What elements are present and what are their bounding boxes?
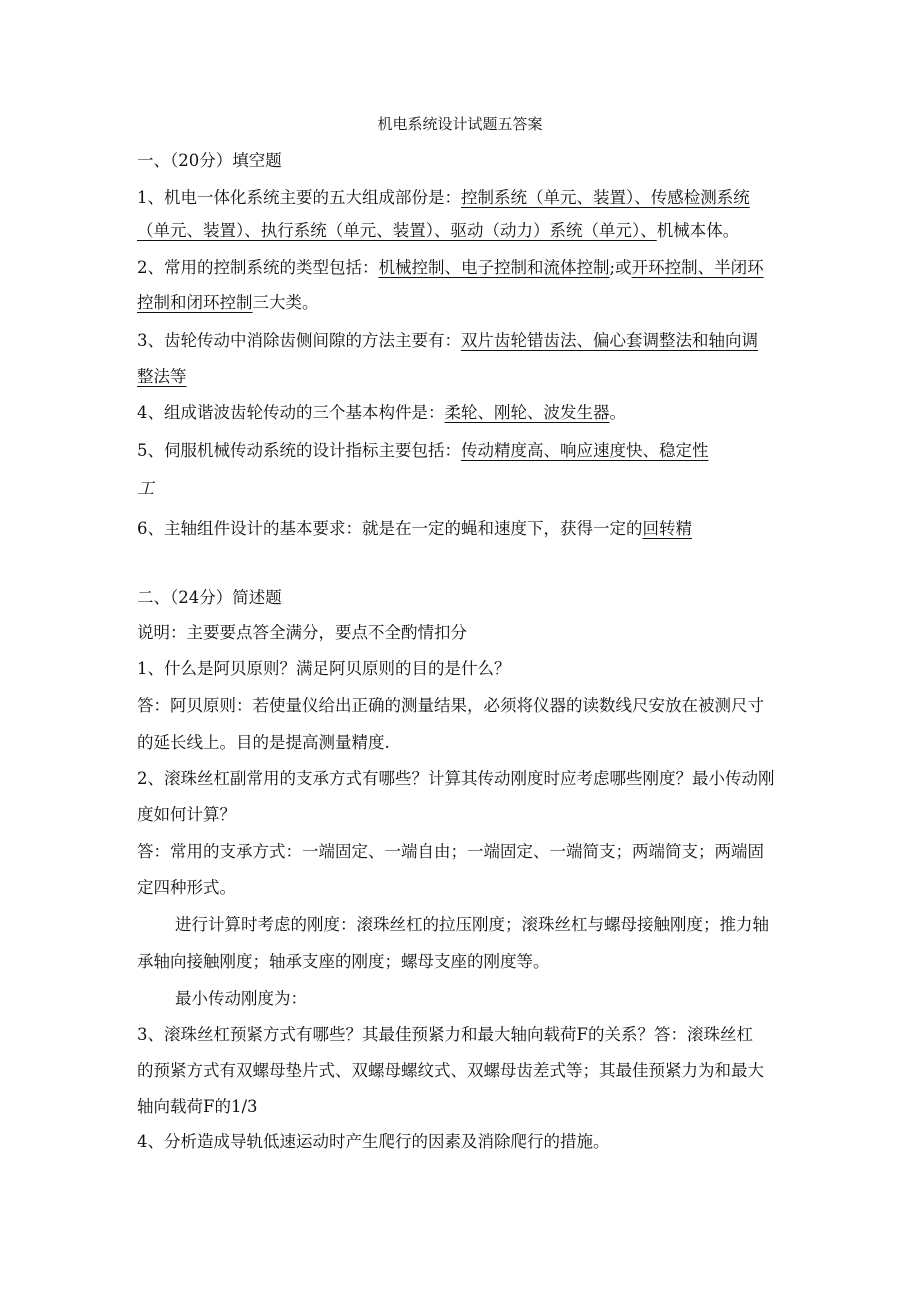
answer-text: 回转精 (642, 519, 692, 538)
text: 机械本体。 (656, 221, 740, 240)
question-2-line-2 (137, 292, 319, 314)
text: 6、主轴组件设计的基本要求：就是在一定的蝇和速度下，获得一定的 (137, 519, 643, 538)
stray-mark: 工 (137, 479, 155, 499)
question-2-line-1 (137, 257, 764, 279)
short-question-1: 1、什么是阿贝原则？满足阿贝原则的目的是什么？ (137, 659, 511, 678)
short-question-3-line-3: 轴向载荷F的1/3 (137, 1097, 258, 1116)
grading-note: 说明：主要要点答全满分，要点不全酌情扣分 (137, 623, 467, 642)
short-question-2-line-2: 度如何计算？ (137, 805, 236, 824)
text: 5、伺服机械传动系统的设计指标主要包括： (137, 441, 461, 460)
answer-2-line-1: 答：常用的支承方式：一端固定、一端自由；一端固定、一端简支；两端简支；两端固 (137, 842, 764, 861)
question-4 (137, 402, 626, 424)
question-3-line-1 (137, 330, 758, 352)
short-question-4: 4、分析造成导轨低速运动时产生爬行的因素及消除爬行的措施。 (137, 1132, 610, 1151)
text: 。 (609, 403, 626, 422)
text: 4、组成谐波齿轮传动的三个基本构件是： (137, 403, 445, 422)
document-title: 机电系统设计试题五答案 (377, 115, 543, 133)
answer-text: 控制和闭环控制 (137, 293, 253, 312)
answer-text: 控制系统（单元、装置）、传感检测系统 (461, 188, 750, 207)
question-1-line-2 (137, 220, 739, 242)
answer-text: 柔轮、刚轮、波发生器 (444, 403, 610, 422)
answer-2-line-3: 进行计算时考虑的刚度：滚珠丝杠的拉压刚度；滚珠丝杠与螺母接触刚度；推力轴 (175, 915, 769, 934)
answer-text: 传动精度高、响应速度快、稳定性 (461, 441, 709, 460)
text: ;或 (609, 258, 632, 277)
answer-2-line-5: 最小传动刚度为： (175, 989, 307, 1008)
answer-text: 开环控制、半闭环 (631, 258, 764, 277)
short-question-2-line-1: 2、滚珠丝杠副常用的支承方式有哪些？计算其传动刚度时应考虑哪些刚度？最小传动刚 (137, 769, 775, 788)
question-5 (137, 440, 709, 462)
section-heading-fill-blanks: 一、（20分）填空题 (137, 151, 282, 170)
section-heading-short-answer: 二、（24分）简述题 (137, 588, 282, 607)
text: 2、常用的控制系统的类型包括： (137, 258, 379, 277)
answer-text: 整法等 (137, 367, 187, 386)
answer-text: （单元、装置）、执行系统（单元、装置）、驱动（动力）系统（单元）、 (137, 221, 657, 240)
question-6 (137, 518, 692, 540)
answer-1-line-2: 的延长线上。目的是提高测量精度. (137, 733, 390, 752)
text: 3、齿轮传动中消除齿侧间隙的方法主要有： (137, 331, 461, 350)
question-3-line-2 (137, 366, 187, 388)
question-1-line-1 (137, 187, 750, 209)
answer-2-line-2: 定四种形式。 (137, 878, 236, 897)
short-question-3-line-2: 的预紧方式有双螺母垫片式、双螺母螺纹式、双螺母齿差式等；其最佳预紧力为和最大 (137, 1061, 764, 1080)
answer-2-line-4: 承轴向接触刚度；轴承支座的刚度；螺母支座的刚度等。 (137, 952, 550, 971)
text: 1、机电一体化系统主要的五大组成部份是： (137, 188, 461, 207)
answer-1-line-1: 答：阿贝原则：若使量仪给出正确的测量结果，必须将仪器的读数线尺安放在被测尺寸 (137, 696, 764, 715)
short-question-3-line-1: 3、滚珠丝杠预紧方式有哪些？其最佳预紧力和最大轴向载荷F的关系？答：滚珠丝杠 (137, 1025, 753, 1044)
answer-text: 双片齿轮错齿法、偏心套调整法和轴向调 (461, 331, 758, 350)
answer-text: 机械控制、电子控制和流体控制 (378, 258, 610, 277)
text: 三大类。 (252, 293, 319, 312)
